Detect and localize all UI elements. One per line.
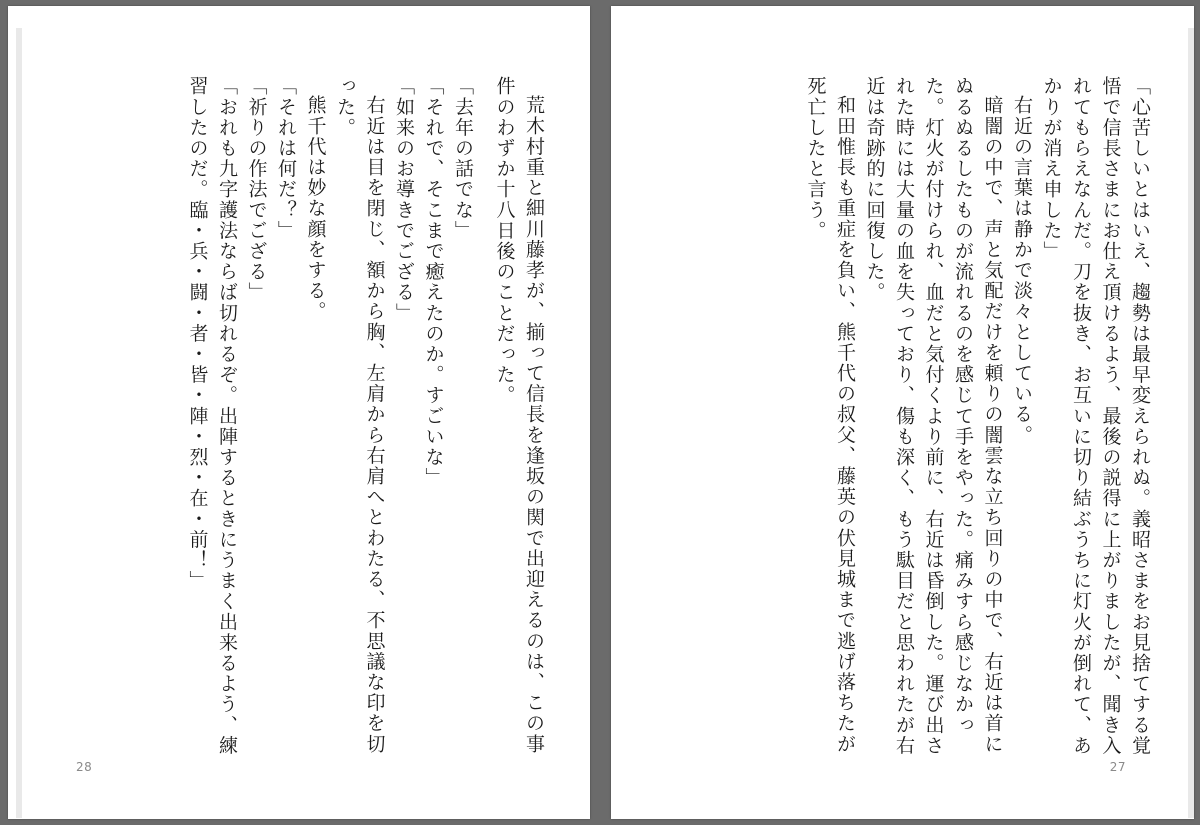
left-page [8, 6, 590, 819]
dialogue-line: 「心苦しいとはいえ、趨勢は最早変えられぬ。義昭さまをお見捨てする覚悟で信長さまにお仕え頂けるよう、最後の説得に上がりましたが、聞き入れてもらえなんだ。刀を抜き、お互いに切り結ぶうちに灯火が倒れて、あかりが消え申した」 [1040, 76, 1151, 756]
page-number: 28 [76, 760, 93, 774]
dialogue-line: 「おれも九字護法ならば切れるぞ。出陣するときにうまく出来るよう、練習したのだ。臨・兵・闘・者・皆・陣・烈・在・前！」 [186, 76, 238, 756]
dialogue-line: 「如来のお導きでござる」 [393, 76, 415, 324]
paragraph: 荒木村重と細川藤孝が、揃って信長を逢坂の関で出迎えるのは、この事件のわずか十八日後のことだった。 [493, 76, 545, 755]
dialogue-line: 「それは何だ？」 [275, 76, 297, 241]
page-edge [1188, 28, 1194, 818]
dialogue-line: 「祈りの作法でござる」 [245, 76, 268, 303]
left-page-body [182, 76, 548, 756]
paragraph: 暗闇の中で、声と気配だけを頼りの闇雲な立ち回りの中で、右近は首にぬるぬるしたものが流れるのを感じて手をやった。痛みすら感じなかった。灯火が付けられ、血だと気付くより前に、右近は昏倒した。運び出された時には大量の血を失っており、傷も深く、もう駄目だと思われたが右近は奇跡的に回復した。 [863, 76, 1004, 756]
dialogue-line: 「それで、そこまで癒えたのか。すごいな」 [422, 76, 445, 488]
right-page [611, 6, 1194, 819]
page-edge [16, 28, 22, 818]
right-page-body [800, 76, 1154, 756]
paragraph: 和田惟長も重症を負い、熊千代の叔父、藤英の伏見城まで逃げ落ちたが死亡したと言う。 [804, 76, 856, 755]
page-number: 27 [1109, 760, 1126, 774]
paragraph: 右近の言葉は静かで淡々としている。 [1011, 95, 1033, 446]
paragraph: 右近は目を閉じ、額から胸、左肩から右肩へとわたる、不思議な印を切った。 [334, 76, 386, 755]
dialogue-line: 「去年の話でな」 [452, 76, 474, 241]
paragraph: 熊千代は妙な顔をする。 [304, 95, 327, 322]
